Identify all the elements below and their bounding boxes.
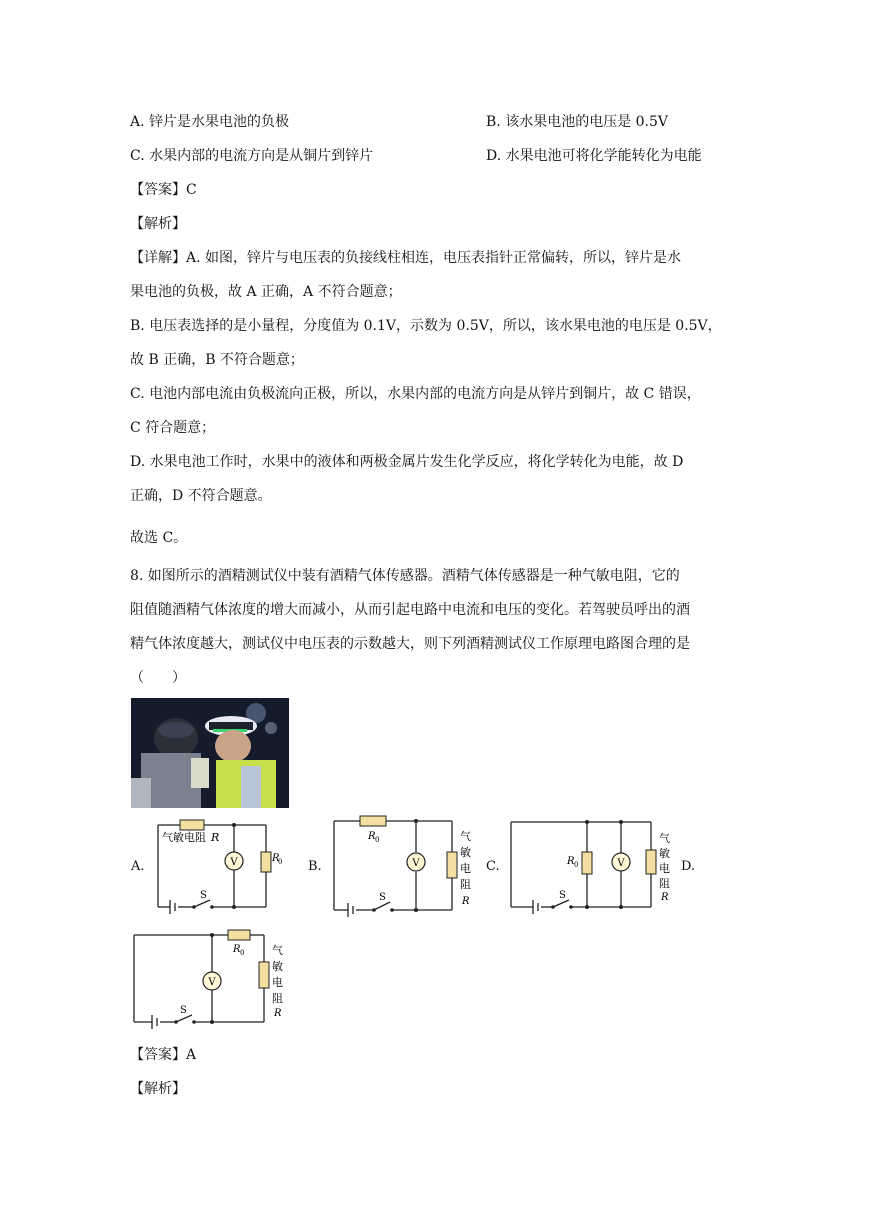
svg-text:电: 电	[659, 862, 670, 875]
r0-resistor-a	[261, 852, 271, 872]
svg-text:阻: 阻	[460, 878, 471, 891]
option-b: B. 该水果电池的电压是 0.5V	[486, 114, 669, 130]
q7-answer: 【答案】C	[130, 182, 197, 198]
r0-resistor-d	[228, 930, 250, 940]
svg-text:S: S	[200, 890, 207, 901]
svg-text:阻: 阻	[272, 992, 283, 1005]
svg-text:R: R	[272, 853, 280, 864]
svg-text:电: 电	[272, 976, 283, 989]
svg-text:0: 0	[240, 949, 245, 957]
svg-text:0: 0	[278, 858, 283, 866]
svg-text:V: V	[412, 858, 420, 869]
sensor-resistor-c	[646, 850, 656, 874]
svg-text:电: 电	[460, 862, 471, 875]
q7-detail-line-1: 【详解】A. 如图，锌片与电压表的负接线柱相连，电压表指针正常偏转，所以，锌片是水	[130, 250, 682, 266]
q8-stem-line-1: 8. 如图所示的酒精测试仪中装有酒精气体传感器。酒精气体传感器是一种气敏电阻，它的	[130, 568, 680, 584]
svg-text:气敏电阻: 气敏电阻	[162, 831, 206, 844]
circuit-d-label: D.	[681, 859, 696, 874]
svg-text:S: S	[559, 890, 566, 901]
circuit-b-diagram	[326, 810, 478, 918]
q7-detail-line-2: 果电池的负极，故 A 正确，A 不符合题意；	[130, 284, 402, 300]
circuit-c-label: C.	[486, 859, 500, 874]
svg-text:R: R	[274, 1008, 282, 1019]
q8-stem-line-3: 精气体浓度越大，测试仪中电压表的示数越大，则下列酒精测试仪工作原理电路图合理的是	[130, 636, 690, 652]
svg-text:V: V	[230, 857, 238, 868]
circuit-b-label: B.	[308, 859, 322, 874]
svg-text:气: 气	[272, 944, 283, 957]
circuit-a-label: A.	[131, 859, 145, 874]
option-d: D. 水果电池可将化学能转化为电能	[486, 148, 702, 164]
svg-text:R: R	[567, 856, 575, 867]
q8-analysis-label: 【解析】	[130, 1081, 186, 1097]
q7-detail-line-4: 故 B 正确，B 不符合题意；	[130, 352, 304, 368]
circuit-d-diagram	[130, 926, 290, 1030]
q7-detail-line-8: 正确，D 不符合题意。	[130, 488, 272, 504]
q7-choose: 故选 C。	[130, 530, 188, 546]
svg-text:R: R	[233, 944, 241, 955]
svg-text:R: R	[368, 831, 376, 842]
svg-text:S: S	[180, 1005, 187, 1016]
svg-text:R: R	[462, 896, 470, 907]
r0-resistor-b	[360, 816, 386, 826]
svg-text:R: R	[211, 831, 220, 844]
circuit-a-diagram	[150, 814, 283, 916]
q7-detail-line-5: C. 电池内部电流由负极流向正极，所以，水果内部的电流方向是从锌片到铜片，故 C 错误，	[130, 386, 701, 402]
q7-analysis-label: 【解析】	[130, 216, 186, 232]
svg-text:0: 0	[375, 836, 380, 844]
svg-text:S: S	[379, 892, 386, 903]
svg-text:敏: 敏	[659, 847, 670, 860]
svg-text:气: 气	[659, 832, 670, 845]
q7-detail-line-3: B. 电压表选择的是小量程，分度值为 0.1V，示数为 0.5V，所以，该水果电池的电压是 0.5V，	[130, 318, 722, 334]
q7-detail-line-6: C 符合题意；	[130, 420, 216, 436]
sensor-resistor-b	[447, 852, 457, 878]
svg-text:敏: 敏	[460, 846, 471, 859]
svg-text:V: V	[208, 977, 216, 988]
svg-text:敏: 敏	[272, 960, 283, 973]
r0-resistor-c	[582, 852, 592, 874]
q7-detail-line-7: D. 水果电池工作时，水果中的液体和两极金属片发生化学反应，将化学转化为电能，故 D	[130, 454, 684, 470]
option-c: C. 水果内部的电流方向是从铜片到锌片	[130, 148, 374, 164]
svg-text:0: 0	[574, 861, 579, 869]
q8-stem-line-2: 阻值随酒精气体浓度的增大而减小，从而引起电路中电流和电压的变化。若驾驶员呼出的酒	[130, 602, 690, 618]
q8-stem-line-4: （ ）	[130, 670, 186, 686]
q8-answer: 【答案】A	[130, 1047, 197, 1063]
circuit-c-diagram	[503, 814, 678, 916]
sensor-resistor-d	[259, 962, 269, 988]
svg-text:V: V	[617, 858, 625, 869]
svg-text:R: R	[661, 892, 669, 903]
breathalyzer-photo	[131, 698, 289, 808]
option-a: A. 锌片是水果电池的负极	[130, 114, 290, 130]
svg-text:气: 气	[460, 830, 471, 843]
svg-text:阻: 阻	[659, 877, 670, 890]
sensor-resistor-a	[180, 820, 204, 830]
